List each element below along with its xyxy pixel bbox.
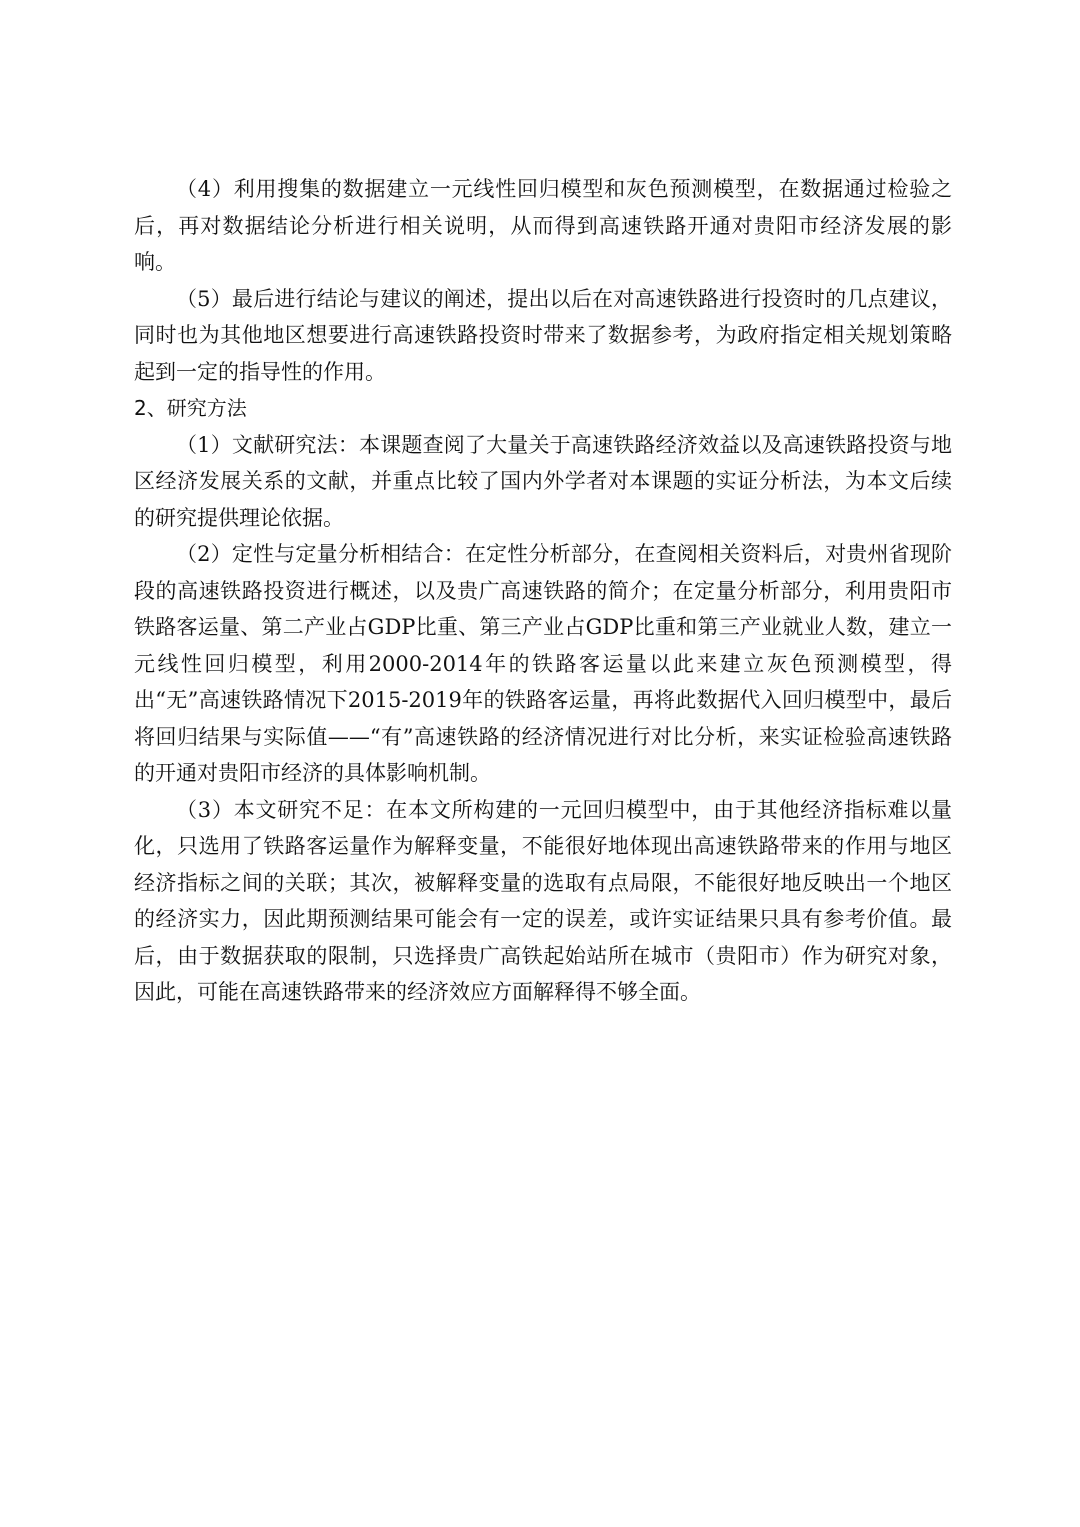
- paragraph-method-3: （3）本文研究不足：在本文所构建的一元回归模型中，由于其他经济指标难以量化，只选用了铁路客运量作为解释变量，不能很好地体现出高速铁路带来的作用与地区经济指标之间的关联；其次，被解释变量的选取有点局限，不能很好地反映出一个地区的经济实力，因此期预测结果可能会有一定的误差，或许实证结果只具有参考价值。最后，由于数据获取的限制，只选择贵广高铁起始站所在城市（贵阳市）作为研究对象，因此，可能在高速铁路带来的经济效应方面解释得不够全面。: [134, 797, 952, 1004]
- paragraph-step-4: （4）利用搜集的数据建立一元线性回归模型和灰色预测模型，在数据通过检验之后，再对数据结论分析进行相关说明，从而得到高速铁路开通对贵阳市经济发展的影响。: [134, 177, 952, 274]
- paragraph-method-2: （2）定性与定量分析相结合：在定性分析部分，在查阅相关资料后，对贵州省现阶段的高速铁路投资进行概述，以及贵广高速铁路的简介；在定量分析部分，利用贵阳市铁路客运量、第二产业占GDP比重、第三产业占GDP比重和第三产业就业人数，建立一元线性回归模型，利用2000-2014年的铁路客运量以此来建立灰色预测模型，得出“无”高速铁路情况下2015-2019年的铁路客运量，再将此数据代入回归模型中，最后将回归结果与实际值——“有”高速铁路的经济情况进行对比分析，来实证检验高速铁路的开通对贵阳市经济的具体影响机制。: [134, 542, 952, 785]
- section-heading-research-methods: 2、研究方法: [134, 396, 247, 420]
- document-body: [134, 171, 952, 1011]
- paragraph-step-5: （5）最后进行结论与建议的阐述，提出以后在对高速铁路进行投资时的几点建议，同时也为其他地区想要进行高速铁路投资时带来了数据参考，为政府指定相关规划策略起到一定的指导性的作用。: [134, 286, 952, 384]
- paragraph-method-1: （1）文献研究法：本课题查阅了大量关于高速铁路经济效益以及高速铁路投资与地区经济发展关系的文献，并重点比较了国内外学者对本课题的实证分析法，为本文后续的研究提供理论依据。: [134, 432, 952, 530]
